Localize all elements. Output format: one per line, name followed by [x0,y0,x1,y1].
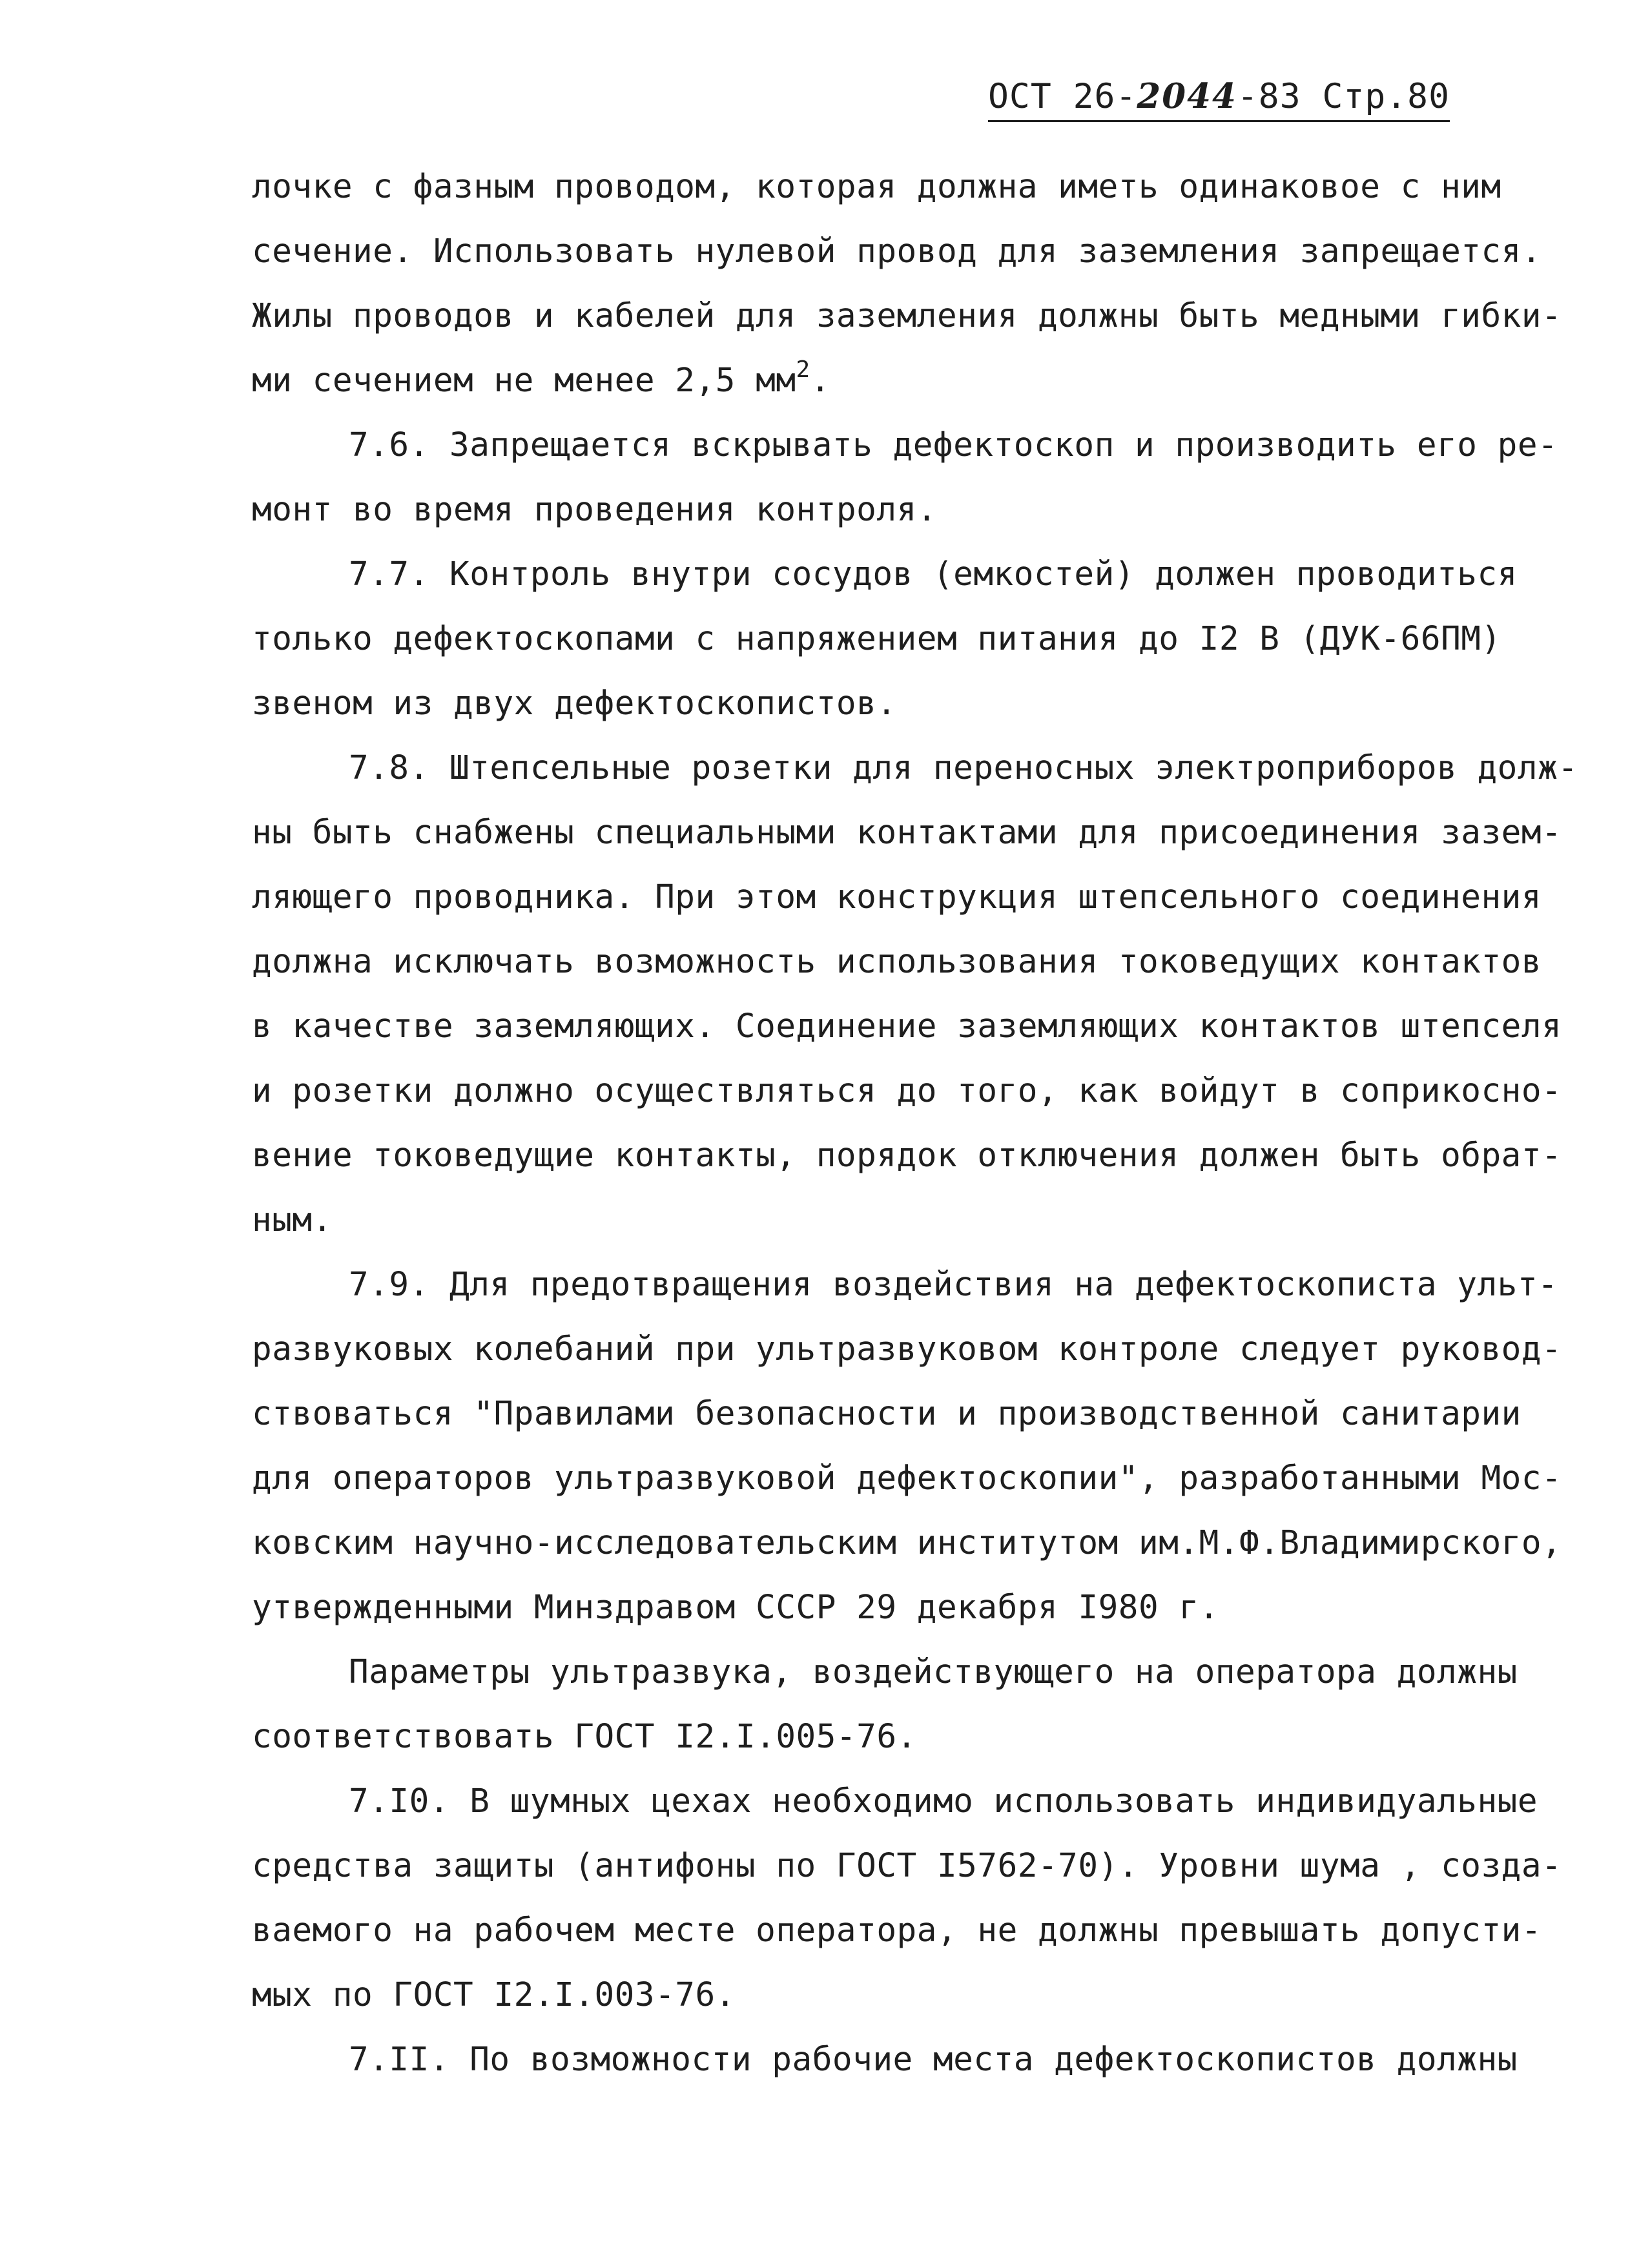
text-line: и розетки должно осуществляться до того, как войдут в соприкосно- [252,1072,1562,1110]
paragraph-7-7-first-line: 7.7. Контроль внутри сосудов (емкостей) должен проводиться [349,555,1518,593]
text-line: монт во время проведения контроля. [252,491,937,529]
paragraph-7-9-first-line: 7.9. Для предотвращения воздействия на дефектоскописта ульт- [349,1266,1558,1304]
text-line: для операторов ультразвуковой дефектоскопии", разработанными Мос- [252,1459,1562,1498]
text-line-body: ми сечением не менее 2,5 мм [252,362,796,400]
text-line: в качестве заземляющих. Соединение заземляющих контактов штепселя [252,1007,1562,1046]
text-line: звеном из двух дефектоскопистов. [252,685,897,723]
text-line: утвержденными Минздравом СССР 29 декабря I980 г. [252,1589,1219,1627]
text-line: ляющего проводника. При этом конструкция штепсельного соединения [252,878,1542,916]
text-line: Жилы проводов и кабелей для заземления должны быть медными гибки- [252,297,1562,335]
paragraph-ultrasound-parameters-first-line: Параметры ультразвука, воздействующего на оператора должны [349,1653,1518,1691]
document-body [252,155,1582,2092]
superscript-exponent: 2 [796,356,810,383]
standard-code-prefix: ОСТ 26- [988,77,1137,116]
paragraph-7-6-first-line: 7.6. Запрещается вскрывать дефектоскоп и производить его ре- [349,426,1558,464]
text-line: лочке с фазным проводом, которая должна иметь одинаковое с ним [252,168,1501,206]
handwritten-standard-number: 2044 [1137,76,1237,116]
text-line: сечение. Использовать нулевой провод для заземления запрещается. [252,232,1542,271]
text-line: ваемого на рабочем месте оператора, не должны превышать допусти- [252,1912,1542,1950]
paragraph-7-8-first-line: 7.8. Штепсельные розетки для переносных электроприборов долж- [349,749,1578,787]
page-header [988,76,1450,122]
text-line: ны быть снабжены специальными контактами для присоединения зазем- [252,814,1562,852]
text-line: ковским научно-исследовательским институтом им.М.Ф.Владимирского, [252,1524,1562,1562]
line-end-period: . [810,362,830,400]
text-line: только дефектоскопами с напряжением питания до I2 В (ДУК-66ПМ) [252,620,1501,658]
paragraph-7-11-first-line: 7.II. По возможности рабочие места дефектоскопистов должны [349,2041,1518,2079]
text-line: должна исключать возможность использования токоведущих контактов [252,943,1542,981]
text-line: соответствовать ГОСТ I2.I.005-76. [252,1718,917,1756]
text-line: мых по ГОСТ I2.I.003-76. [252,1976,736,2014]
text-line: вение токоведущие контакты, порядок отключения должен быть обрат- [252,1137,1562,1175]
text-line-with-superscript [252,349,1582,413]
text-line: ствоваться "Правилами безопасности и производственной санитарии [252,1395,1521,1433]
text-line: ным. [252,1201,333,1239]
paragraph-7-10-first-line: 7.I0. В шумных цехах необходимо использовать индивидуальные [349,1782,1538,1820]
page-number-suffix: -83 Стр.80 [1237,77,1450,116]
text-line: развуковых колебаний при ультразвуковом контроле следует руковод- [252,1330,1562,1368]
text-line: средства защиты (антифоны по ГОСТ I5762-70). Уровни шума , созда- [252,1847,1562,1885]
